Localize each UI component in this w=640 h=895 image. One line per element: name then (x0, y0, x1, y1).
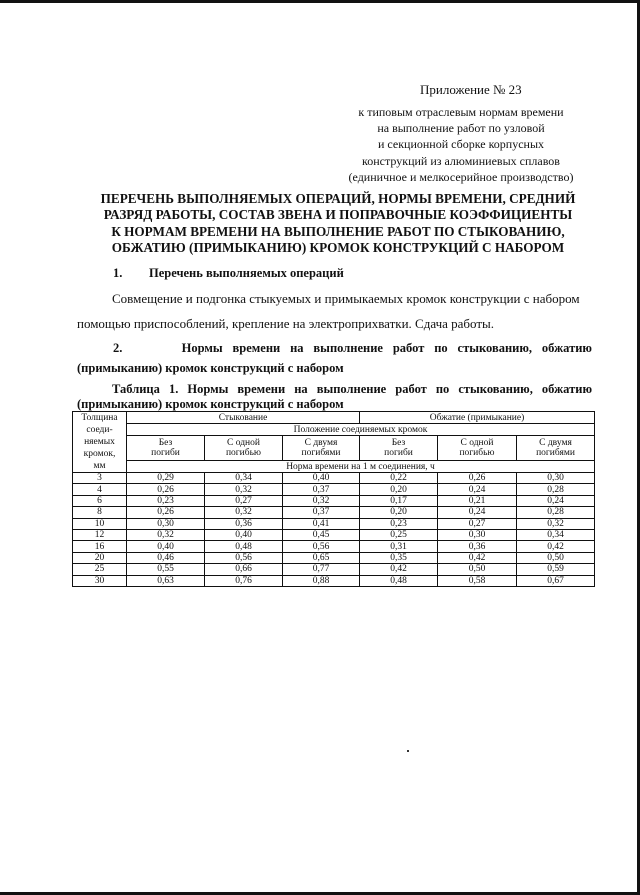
norm-value-cell: 0,17 (360, 495, 438, 506)
scan-border-top (0, 0, 640, 3)
norm-value-cell: 0,28 (517, 507, 595, 518)
norm-value-cell: 0,50 (517, 552, 595, 563)
table-caption-line-1: Таблица 1. Нормы времени на выполнение работ по стыкованию, обжатию (112, 382, 592, 396)
norm-value-cell: 0,27 (438, 518, 517, 529)
table-row (73, 507, 595, 518)
norm-value-cell: 0,24 (517, 495, 595, 506)
norm-value-cell: 0,56 (205, 552, 283, 563)
table-row (73, 541, 595, 552)
norms-table (72, 411, 595, 587)
scan-speck (407, 750, 409, 752)
thickness-cell: 16 (73, 541, 127, 552)
section-1-title-text: Перечень выполняемых операций (149, 266, 344, 280)
subtitle-line: на выполнение работ по узловой (377, 121, 545, 136)
table-row (73, 552, 595, 563)
norm-value-cell: 0,24 (438, 484, 517, 495)
norm-value-cell: 0,40 (283, 473, 360, 484)
subtitle-line: и секционной сборке корпусных (377, 137, 545, 152)
norm-value-cell: 0,26 (438, 473, 517, 484)
section-1-text-line-1: Совмещение и подгонка стыкуемых и примыкаемых кромок конструкции с набором (112, 291, 580, 306)
norm-value-cell: 0,50 (438, 564, 517, 575)
section-1-title (113, 266, 344, 281)
subtitle-line: к типовым отраслевым нормам времени (358, 105, 564, 119)
thickness-cell: 10 (73, 518, 127, 529)
heading-line: ПЕРЕЧЕНЬ ВЫПОЛНЯЕМЫХ ОПЕРАЦИЙ, НОРМЫ ВРЕМЕНИ, СРЕДНИЙ (100, 191, 576, 206)
section-1-text-line-2: помощью приспособлений, крепление на электроприхватки. Сдача работы. (77, 316, 495, 331)
section-2-title-line-1 (113, 341, 592, 356)
norm-value-cell: 0,58 (438, 575, 517, 586)
thickness-cell: 20 (73, 552, 127, 563)
norm-value-cell: 0,31 (360, 541, 438, 552)
thickness-cell: 12 (73, 529, 127, 540)
norm-value-cell: 0,20 (360, 484, 438, 495)
norm-value-cell: 0,26 (127, 507, 205, 518)
norm-value-cell: 0,23 (360, 518, 438, 529)
norm-value-cell: 0,35 (360, 552, 438, 563)
norm-value-cell: 0,37 (283, 507, 360, 518)
thickness-cell: 4 (73, 484, 127, 495)
table-row (73, 575, 595, 586)
norm-value-cell: 0,66 (205, 564, 283, 575)
norm-value-cell: 0,42 (438, 552, 517, 563)
table-caption-line-2: (примыканию) кромок конструкций с набором (77, 397, 344, 411)
heading-line: РАЗРЯД РАБОТЫ, СОСТАВ ЗВЕНА И ПОПРАВОЧНЫЕ КОЭФФИЦИЕНТЫ (103, 207, 573, 223)
norm-value-cell: 0,32 (283, 495, 360, 506)
norm-value-cell: 0,30 (517, 473, 595, 484)
heading-line: ОБЖАТИЮ (ПРИМЫКАНИЮ) КРОМОК КОНСТРУКЦИЙ С НАБОРОМ (111, 239, 565, 255)
norm-value-cell: 0,32 (517, 518, 595, 529)
thickness-cell: 6 (73, 495, 127, 506)
section-2-title-line-2: (примыканию) кромок конструкций с набором (77, 361, 344, 375)
norm-value-cell: 0,21 (438, 495, 517, 506)
subheader-cell: С двумя погибями (283, 436, 360, 461)
norm-value-cell: 0,48 (360, 575, 438, 586)
document-heading (78, 191, 598, 256)
norm-value-cell: 0,26 (127, 484, 205, 495)
norm-value-cell: 0,30 (127, 518, 205, 529)
norm-value-cell: 0,24 (438, 507, 517, 518)
thickness-cell: 8 (73, 507, 127, 518)
subheader-cell: С одной погибью (205, 436, 283, 461)
subheader-cell: С двумя погибями (517, 436, 595, 461)
thickness-cell: 30 (73, 575, 127, 586)
norm-label: Норма времени на 1 м соединения, ч (127, 461, 595, 473)
norm-value-cell: 0,36 (438, 541, 517, 552)
norm-value-cell: 0,32 (205, 507, 283, 518)
norm-value-cell: 0,55 (127, 564, 205, 575)
section-1-number: 1. (113, 266, 123, 280)
norm-value-cell: 0,56 (283, 541, 360, 552)
norm-value-cell: 0,46 (127, 552, 205, 563)
norm-value-cell: 0,30 (438, 529, 517, 540)
subheader-cell: Без погиби (360, 436, 438, 461)
norm-value-cell: 0,37 (283, 484, 360, 495)
thickness-cell: 3 (73, 473, 127, 484)
norm-value-cell: 0,42 (517, 541, 595, 552)
subtitle-line: (единичное и мелкосерийное производство) (348, 169, 574, 184)
group-pressing-header: Обжатие (примыкание) (360, 412, 595, 424)
table-row (73, 495, 595, 506)
thickness-cell: 25 (73, 564, 127, 575)
table-row (73, 564, 595, 575)
subheader-cell: Без погиби (127, 436, 205, 461)
norm-value-cell: 0,63 (127, 575, 205, 586)
norm-value-cell: 0,76 (205, 575, 283, 586)
norm-value-cell: 0,40 (205, 529, 283, 540)
thickness-header: Толщина соеди- няемых кромок, мм (73, 412, 127, 473)
norm-value-cell: 0,25 (360, 529, 438, 540)
norm-value-cell: 0,32 (127, 529, 205, 540)
norm-value-cell: 0,67 (517, 575, 595, 586)
norm-value-cell: 0,34 (205, 473, 283, 484)
norm-value-cell: 0,77 (283, 564, 360, 575)
section-2-title-text: Нормы времени на выполнение работ по стыкованию, обжатию (181, 341, 592, 355)
norm-value-cell: 0,36 (205, 518, 283, 529)
position-header: Положение соединяемых кромок (127, 424, 595, 436)
norm-value-cell: 0,65 (283, 552, 360, 563)
norm-value-cell: 0,22 (360, 473, 438, 484)
appendix-subtitle (330, 104, 592, 185)
appendix-number: Приложение № 23 (420, 82, 522, 97)
table-row (73, 484, 595, 495)
heading-line: К НОРМАМ ВРЕМЕНИ НА ВЫПОЛНЕНИЕ РАБОТ ПО СТЫКОВАНИЮ, (111, 223, 565, 239)
table-row (73, 529, 595, 540)
norm-value-cell: 0,28 (517, 484, 595, 495)
norm-value-cell: 0,40 (127, 541, 205, 552)
norm-value-cell: 0,59 (517, 564, 595, 575)
norm-value-cell: 0,20 (360, 507, 438, 518)
norm-value-cell: 0,45 (283, 529, 360, 540)
section-2-number: 2. (113, 341, 123, 355)
norm-value-cell: 0,29 (127, 473, 205, 484)
subheader-cell: С одной погибью (438, 436, 517, 461)
norm-value-cell: 0,27 (205, 495, 283, 506)
group-joining-header: Стыкование (127, 412, 360, 424)
subtitle-line: конструкций из алюминиевых сплавов (362, 153, 560, 168)
table-row (73, 473, 595, 484)
norm-value-cell: 0,41 (283, 518, 360, 529)
norm-value-cell: 0,32 (205, 484, 283, 495)
norm-value-cell: 0,23 (127, 495, 205, 506)
norm-value-cell: 0,42 (360, 564, 438, 575)
table-row (73, 518, 595, 529)
norm-value-cell: 0,48 (205, 541, 283, 552)
norm-value-cell: 0,34 (517, 529, 595, 540)
norm-value-cell: 0,88 (283, 575, 360, 586)
